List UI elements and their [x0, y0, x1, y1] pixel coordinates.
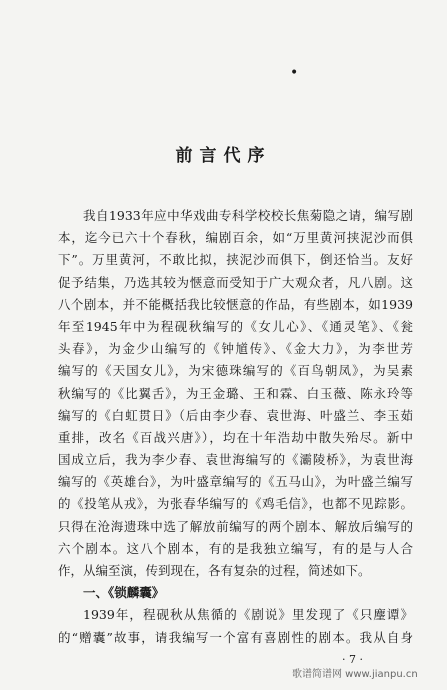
page-number: · 7 · — [342, 653, 363, 666]
text-line-8: 编写的《天国女儿》，为宋德珠编写的《百鸟朝凤》，为吴素 — [58, 363, 413, 379]
text-line-2: 本，迄今已六十个春秋，编剧百余，如“万里黄河挟泥沙而俱 — [58, 230, 413, 246]
page-title: 前言代序 — [175, 146, 272, 166]
text-line-12: 国成立后，我为李少春、袁世海编写的《灞陵桥》，为袁世海 — [58, 452, 413, 468]
text-line-7: 头春》，为金少山编写的《钟馗传》、《金大力》，为李世芳 — [58, 341, 413, 357]
section-heading: 一、《锁麟囊》 — [83, 585, 165, 601]
text-line-16: 六个剧本。这八个剧本，有的是我独立编写，有的是与人合 — [58, 540, 413, 556]
text-line-5: 八个剧本，并不能概括我比较惬意的作品，有些剧本，如1939 — [58, 296, 413, 312]
text-line-13: 编写的《英雄台》，为叶盛章编写的《五马山》，为叶盛兰编写 — [58, 474, 413, 490]
text-line-3: 下”。万里黄河，不敢比拟，挟泥沙而俱下，倒还恰当。友好 — [58, 252, 413, 268]
page-mark: • — [290, 65, 299, 81]
text-line-1: 我自1933年应中华戏曲专科学校校长焦菊隐之请，编写剧 — [83, 208, 413, 223]
text-line-6: 年至1945年中为程砚秋编写的《女儿心》、《通灵笔》、《瓮 — [58, 318, 413, 334]
text-line-19: 1939年，程砚秋从焦循的《剧说》里发现了《只麈谭》 — [83, 607, 413, 623]
text-line-15: 只得在沧海遗珠中选了解放前编写的两个剧本、解放后编写的 — [58, 518, 413, 534]
text-line-17: 作，从编至演，传到现在，各有复杂的过程，简述如下。 — [58, 563, 371, 578]
watermark-text: 歌谱简谱网 www.jianpu.cn — [292, 669, 418, 680]
text-line-14: 的《投笔从戎》，为张春华编写的《鸡毛信》，也都不见踪影。 — [58, 496, 413, 512]
text-line-9: 秋编写的《比翼舌》，为王金璐、王和霖、白玉薇、陈永玲等 — [58, 385, 413, 401]
text-line-4: 促予结集，乃选其较为惬意而受知于广大观众者，凡八剧。这 — [58, 274, 413, 290]
text-line-20: 的“赠囊”故事，请我编写一个富有喜剧性的剧本。我从自身 — [58, 629, 413, 645]
text-line-10: 编写的《白虹贯日》（后由李少春、袁世海、叶盛兰、李玉茹 — [58, 407, 413, 423]
body-text — [58, 205, 413, 649]
text-line-11: 重排，改名《百战兴唐》），均在十年浩劫中散失殆尽。新中 — [58, 429, 413, 445]
